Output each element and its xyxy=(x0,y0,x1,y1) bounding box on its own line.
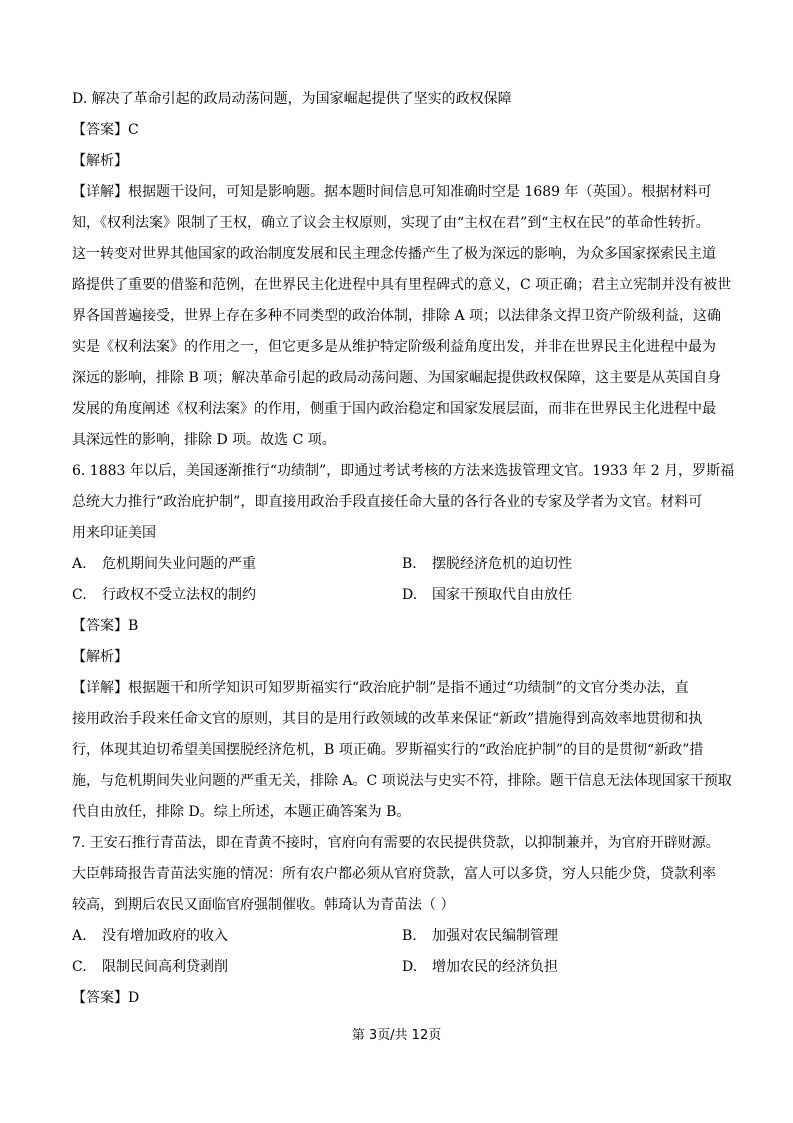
q6-options-row-1 xyxy=(72,549,752,580)
answer-label: 【答案】 xyxy=(72,618,128,634)
detail-line: 代自由放任，排除 D。综上所述，本题正确答案为 B。 xyxy=(72,804,411,820)
q5-answer xyxy=(72,115,752,146)
q6-detail xyxy=(72,673,752,828)
question-stem-line: 较高，到期后农民又面临官府强制催收。韩琦认为青苗法（ ） xyxy=(72,897,455,913)
q7-answer xyxy=(72,983,752,1014)
detail-line: 具深远性的影响，排除 D 项。故选 C 项。 xyxy=(72,432,336,448)
detail-line: 路提供了重要的借鉴和范例，在世界民主化进程中具有里程碑式的意义，C 项正确；君主立宪制并没有被世 xyxy=(72,277,732,293)
q7-options-row-2 xyxy=(72,952,752,983)
answer-value: B xyxy=(128,618,139,634)
detail-line: 发展的角度阐述《权利法案》的作用，侧重于国内政治稳定和国家发展层面，而非在世界民主化进程中最 xyxy=(72,401,716,417)
detail-line: 这一转变对世界其他国家的政治制度发展和民主理念传播产生了极为深远的影响，为众多国家探索民主道 xyxy=(72,246,716,262)
page-number: 第 3页/共 12页 xyxy=(351,1028,442,1043)
answer-label: 【答案】 xyxy=(72,122,128,138)
detail-line: 深远的影响，排除 B 项；解决革命引起的政局动荡问题、为国家崛起提供政权保障，这主要是从英国自身 xyxy=(72,370,722,386)
q6-analysis-label: 【解析】 xyxy=(72,649,128,665)
detail-line: 【详解】根据题干和所学知识可知罗斯福实行“政治庇护制”是指不通过“功绩制”的文官分类办法，直 xyxy=(72,680,689,696)
question-stem-line: 7. 王安石推行青苗法，即在青黄不接时，官府向有需要的农民提供贷款，以抑制兼并，为官府开辟财源。 xyxy=(72,835,720,851)
q5-analysis-label: 【解析】 xyxy=(72,153,128,169)
answer-value: C xyxy=(128,122,139,138)
option-d: D. 增加农民的经济负担 xyxy=(402,959,558,975)
detail-line: 界各国普遍接受，世界上存在多种不同类型的政治体制，排除 A 项；以法律条文捍卫资产阶级利益，这确 xyxy=(72,308,722,324)
q6-stem xyxy=(72,456,752,549)
option-b: B. 摆脱经济危机的迫切性 xyxy=(402,556,572,572)
question-stem-line: 总统大力推行“政治庇护制”，即直接用政治手段直接任命大量的各行各业的专家及学者为文官。材料可 xyxy=(72,494,703,510)
q6-options-row-2 xyxy=(72,580,752,611)
q6-answer xyxy=(72,611,752,642)
option-a: A. 危机期间失业问题的严重 xyxy=(72,556,256,572)
option-c: C. 限制民间高利贷剥削 xyxy=(72,959,228,975)
question-stem-line: 6. 1883 年以后，美国逐渐推行“功绩制”，即通过考试考核的方法来选拔管理文官。1933 年 2 月，罗斯福 xyxy=(72,463,735,479)
q7-options-row-1 xyxy=(72,921,752,952)
option-d: D. 国家干预取代自由放任 xyxy=(402,587,572,603)
answer-value: D xyxy=(128,990,140,1006)
question-stem-line: 用来印证美国 xyxy=(72,525,156,541)
q5-detail xyxy=(72,177,752,456)
option-a: A. 没有增加政府的收入 xyxy=(72,928,228,944)
option-d-text: D. 解决了革命引起的政局动荡问题，为国家崛起提供了坚实的政权保障 xyxy=(72,91,512,107)
detail-line: 实是《权利法案》的作用之一，但它更多是从维护特定阶级利益角度出发，并非在世界民主化进程中最为 xyxy=(72,339,716,355)
q7-stem xyxy=(72,828,752,921)
detail-line: 知，《权利法案》限制了王权，确立了议会主权原则，实现了由“主权在君”到“主权在民”的革命性转折。 xyxy=(72,215,710,231)
detail-line: 接用政治手段来任命文官的原则，其目的是用行政领域的改革来保证“新政”措施得到高效率地贯彻和执 xyxy=(72,711,703,727)
document-page xyxy=(72,84,752,1014)
answer-label: 【答案】 xyxy=(72,990,128,1006)
option-b: B. 加强对农民编制管理 xyxy=(402,928,558,944)
detail-line: 行，体现其迫切希望美国摆脱经济危机，B 项正确。罗斯福实行的“政治庇护制”的目的是贯彻“新政”措 xyxy=(72,742,704,758)
detail-line: 施，与危机期间失业问题的严重无关，排除 A。C 项说法与史实不符，排除。题干信息无法体现国家干预取 xyxy=(72,773,732,789)
option-c: C. 行政权不受立法权的制约 xyxy=(72,587,256,603)
question-stem-line: 大臣韩琦报告青苗法实施的情况：所有农户都必须从官府贷款，富人可以多贷，穷人只能少贷，贷款利率 xyxy=(72,866,716,882)
detail-line: 【详解】根据题干设问，可知是影响题。据本题时间信息可知准确时空是 1689 年（英国）。根据材料可 xyxy=(72,184,712,200)
